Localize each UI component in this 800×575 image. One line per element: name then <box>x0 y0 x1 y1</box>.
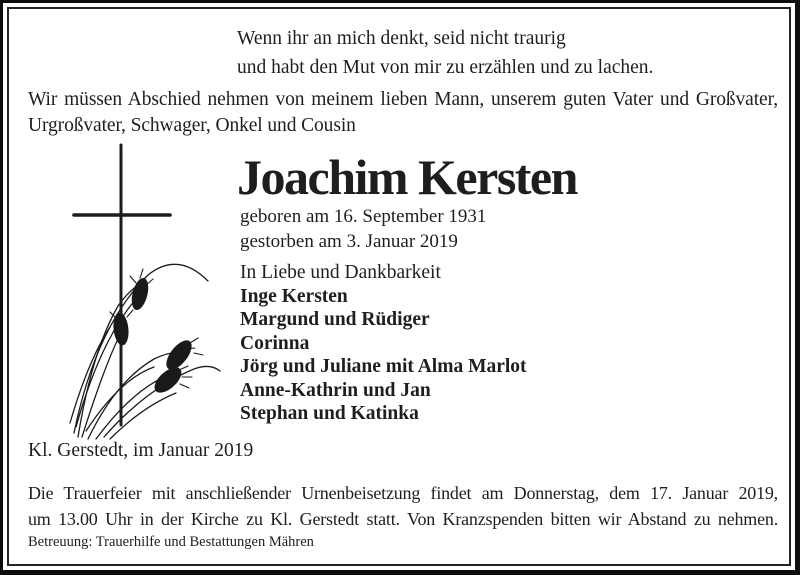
mourner-name: Stephan und Katinka <box>240 403 419 424</box>
quote-line-1: Wenn ihr an mich denkt, seid nicht traurig <box>237 28 566 49</box>
opening-quote <box>237 24 653 82</box>
death-date: gestorben am 3. Januar 2019 <box>240 231 458 252</box>
birth-date: geboren am 16. September 1931 <box>240 206 487 227</box>
mourner-name: Margund und Rüdiger <box>240 309 430 330</box>
funeral-line-1: Die Trauerfeier mit anschließender Urnenbeisetzung findet am Donnerstag, dem 17. Januar 2019, <box>28 483 778 503</box>
deceased-name: Joachim Kersten <box>237 149 577 205</box>
mourners-block <box>240 261 527 426</box>
quote-line-2: und habt den Mut von mir zu erzählen und zu lachen. <box>237 57 654 78</box>
intro-line-2: Urgroßvater, Schwager, Onkel und Cousin <box>28 115 356 136</box>
funeral-line-2: um 13.00 Uhr in der Kirche zu Kl. Gerstedt statt. Von Kranzspenden bitten wir Abstand zu nehmen. <box>28 508 778 529</box>
place-and-date: Kl. Gerstedt, im Januar 2019 <box>28 440 254 461</box>
mourner-name: Corinna <box>240 332 310 354</box>
life-dates <box>240 204 486 254</box>
intro-line-1: Wir müssen Abschied nehmen von meinem lieben Mann, unserem guten Vater und Großvater, <box>28 89 778 110</box>
funeral-info-paragraph <box>28 481 778 532</box>
cross-wheat-illustration <box>58 131 243 443</box>
mourner-name: Jörg und Juliane mit Alma Marlot <box>240 356 527 377</box>
funeral-home-credit: Betreuung: Trauerhilfe und Bestattungen Mähren <box>28 534 314 550</box>
mourners-heading: In Liebe und Dankbarkeit <box>240 262 441 283</box>
mourner-name: Anne-Kathrin und Jan <box>240 379 431 401</box>
mourner-name: Inge Kersten <box>240 285 348 307</box>
